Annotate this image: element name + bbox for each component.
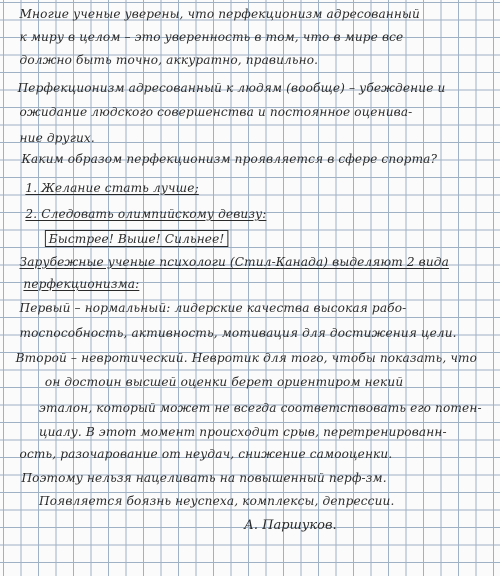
text-line-13 — [0, 300, 488, 316]
signature — [244, 518, 337, 533]
text-line-19 — [0, 446, 488, 462]
text-line-7 — [0, 151, 488, 167]
line-11-text: Зарубежные ученые психологи (Стил-Канада) выделяют 2 вида — [19, 254, 449, 269]
text-line-8 — [0, 180, 488, 196]
line-4-text: Перфекционизм адресованный к людям (вообще) – убеждение и — [17, 80, 446, 95]
text-line-3 — [0, 52, 488, 68]
text-line-1 — [0, 6, 488, 22]
line-17-text: эталон, который может не всегда соответствовать его потен- — [39, 400, 482, 415]
line-7-text: Каким образом перфекционизм проявляется в сфере спорта? — [21, 151, 438, 166]
text-line-9 — [0, 206, 488, 222]
line-12-text: перфекционизма: — [23, 276, 140, 291]
text-line-4 — [0, 80, 488, 96]
text-line-14 — [0, 325, 488, 341]
text-line-2 — [0, 29, 488, 45]
line-2-text: к миру в целом – это уверенность в том, что в мире все — [19, 29, 404, 44]
olympic-motto: Быстрее! Выше! Сильнее! — [45, 230, 228, 247]
line-9-text: 2. Следовать олимпийскому девизу: — [25, 206, 267, 221]
line-6-text: ние других. — [19, 130, 95, 145]
line-16-text: он достоин высшей оценки берет ориентиром некий — [44, 374, 404, 389]
line-8-text: 1. Желание стать лучше; — [25, 180, 199, 195]
line-1-text: Многие ученые уверены, что перфекционизм адресованный — [19, 6, 420, 21]
text-line-21 — [0, 493, 488, 509]
text-line-10 — [0, 231, 488, 247]
text-line-17 — [0, 400, 488, 416]
line-15-text: Второй – невротический. Невротик для того, чтобы показать, что — [15, 350, 478, 365]
text-line-12 — [0, 276, 488, 292]
text-line-20 — [0, 470, 488, 486]
line-5-text: ожидание людского совершенства и постоянное оценива- — [19, 104, 413, 119]
text-line-11 — [0, 254, 488, 270]
signature-text: А. Паршуков. — [244, 518, 337, 533]
text-line-6 — [0, 130, 488, 146]
line-19-text: ость, разочарование от неудач, снижение самооценки. — [19, 446, 393, 461]
line-14-text: тоспособность, активность, мотивация для достижения цели. — [19, 325, 457, 340]
line-20-text: Поэтому нельзя нацеливать на повышенный перф-зм. — [21, 470, 387, 485]
text-line-15 — [0, 350, 488, 366]
line-18-text: циалу. В этот момент происходит срыв, перетренированн- — [39, 424, 447, 439]
line-21-text: Появляется боязнь неуспеха, комплексы, депрессии. — [39, 493, 395, 508]
text-line-18 — [0, 424, 488, 440]
line-3-text: должно быть точно, аккуратно, правильно. — [19, 52, 319, 67]
text-line-16 — [0, 374, 488, 390]
line-13-text: Первый – нормальный: лидерские качества высокая рабо- — [19, 300, 407, 315]
text-line-5 — [0, 104, 488, 120]
